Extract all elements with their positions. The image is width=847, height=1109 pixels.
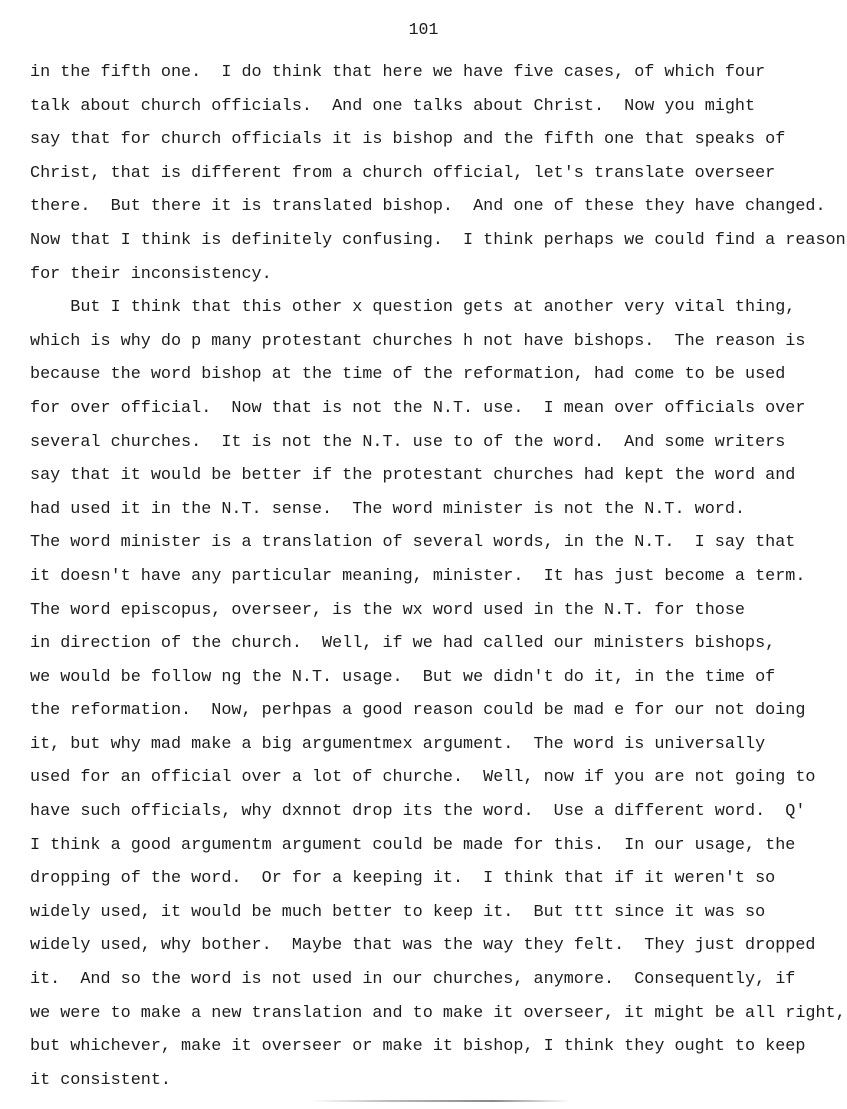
bottom-smudge <box>310 1100 570 1102</box>
text-line: it. And so the word is not used in our churches, anymore. Consequently, if <box>30 970 796 990</box>
text-line: it consistent. <box>30 1070 171 1090</box>
text-line: say that for church officials it is bishop and the fifth one that speaks of <box>30 130 786 150</box>
text-line: say that it would be better if the protestant churches had kept the word and <box>30 466 796 486</box>
text-line: in direction of the church. Well, if we had called our ministers bishops, <box>30 634 776 654</box>
text-line: there. But there it is translated bishop. And one of these they have changed. <box>30 197 826 217</box>
text-line: which is why do p many protestant churches h not have bishops. The reason is <box>30 331 806 351</box>
text-line: The word minister is a translation of several words, in the N.T. I say that <box>30 533 796 553</box>
text-line: But I think that this other x question gets at another very vital thing, <box>30 298 796 318</box>
text-line: the reformation. Now, perhpas a good reason could be mad e for our not doing <box>30 701 806 721</box>
text-line: because the word bishop at the time of the reformation, had come to be used <box>30 365 786 385</box>
text-line: dropping of the word. Or for a keeping it. I think that if it weren't so <box>30 869 776 889</box>
text-line: several churches. It is not the N.T. use to of the word. And some writers <box>30 432 786 452</box>
text-line: Now that I think is definitely confusing. I think perhaps we could find a reason <box>30 230 846 250</box>
text-line: it, but why mad make a big argumentmex argument. The word is universally <box>30 734 766 754</box>
text-line: widely used, it would be much better to keep it. But ttt since it was so <box>30 902 766 922</box>
text-line: talk about church officials. And one talks about Christ. Now you might <box>30 96 756 116</box>
text-line: used for an official over a lot of churche. Well, now if you are not going to <box>30 768 816 788</box>
text-line: we would be follow ng the N.T. usage. But we didn't do it, in the time of <box>30 667 776 687</box>
text-line: for their inconsistency. <box>30 264 272 284</box>
text-line: it doesn't have any particular meaning, minister. It has just become a term. <box>30 566 806 586</box>
page-number: 101 <box>408 20 439 39</box>
document-body <box>30 56 846 1097</box>
text-line: we were to make a new translation and to make it overseer, it might be all right, <box>30 1003 846 1023</box>
text-line: widely used, why bother. Maybe that was the way they felt. They just dropped <box>30 936 816 956</box>
text-line: have such officials, why dxnnot drop its the word. Use a different word. Q' <box>30 802 806 822</box>
text-line: in the fifth one. I do think that here we have five cases, of which four <box>30 63 766 82</box>
text-line: I think a good argumentm argument could be made for this. In our usage, the <box>30 835 796 855</box>
text-line: had used it in the N.T. sense. The word minister is not the N.T. word. <box>30 499 745 519</box>
text-line: The word episcopus, overseer, is the wx word used in the N.T. for those <box>30 600 745 620</box>
text-line: for over official. Now that is not the N.T. use. I mean over officials over <box>30 398 806 418</box>
text-line: but whichever, make it overseer or make it bishop, I think they ought to keep <box>30 1037 806 1057</box>
text-line: Christ, that is different from a church official, let's translate overseer <box>30 163 776 183</box>
